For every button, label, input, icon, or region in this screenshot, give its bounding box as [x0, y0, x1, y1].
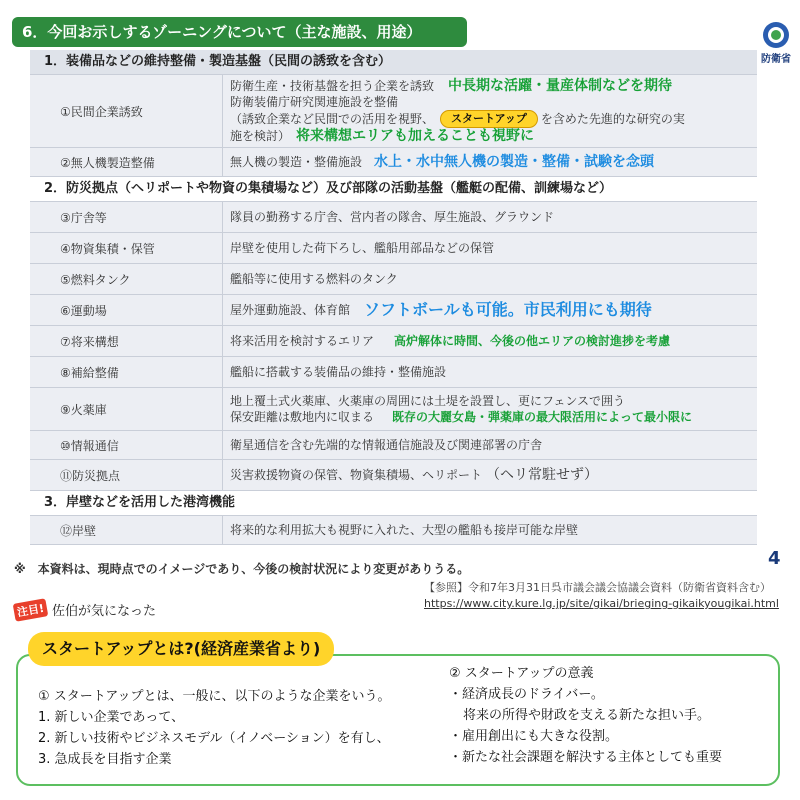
definition-line: 2. 新しい技術やビジネスモデル（イノベーション）を有し、: [38, 731, 390, 746]
row-label: ⑥運動場: [60, 303, 107, 318]
table-row: [30, 431, 757, 460]
desc-text: 地上覆土式火薬庫、火薬庫の周囲には土堤を設置し、更にフェンスで囲う: [230, 394, 626, 408]
desc-text: 無人機の製造・整備施設: [230, 155, 363, 169]
desc-text: 災害救援物資の保管、物資集積場、ヘリポート: [230, 468, 483, 482]
desc-text: 防衛生産・技術基盤を担う企業を誘致: [230, 79, 435, 93]
mod-logo: [754, 20, 798, 70]
desc-text: 艦船等に使用する燃料のタンク: [230, 272, 398, 286]
row-description: [222, 75, 757, 147]
row-label: ⑨火薬庫: [60, 402, 107, 417]
row-description: [222, 460, 757, 490]
row-label: ⑫岸壁: [60, 523, 97, 538]
startup-box-title: スタートアップとは?(経済産業省より): [28, 632, 334, 666]
desc-text: 艦船に搭載する装備品の維持・整備施設: [230, 365, 447, 379]
desc-text: 岸壁を使用した荷下ろし、艦船用部品などの保管: [230, 241, 495, 255]
highlight-note: 中長期な活躍・量産体制などを期待: [448, 78, 673, 94]
highlight-note: 高炉解体に時間、今後の他エリアの検討進捗を考慮: [394, 334, 671, 348]
row-label: ⑩情報通信: [60, 438, 119, 453]
row-description: [222, 295, 757, 325]
desc-text: 隊員の勤務する庁舎、営内者の隊舎、厚生施設、グラウンド: [230, 210, 555, 224]
significance-line: 将来の所得や財政を支える新たな担い手。: [463, 708, 711, 723]
attention-text: 佐伯が気になった: [52, 604, 157, 619]
section-heading-3: 3．岸壁などを活用した港湾機能: [30, 491, 757, 516]
footnote: ※ 本資料は、現時点でのイメージであり、今後の検討状況により変更がありうる。: [14, 562, 470, 576]
row-description: [222, 431, 757, 459]
definition-line: 1. 新しい企業であって、: [38, 710, 185, 725]
row-description: [222, 202, 757, 232]
reference-text: 【参照】令和7年3月31日呉市議会議会協議会資料（防衛省資料含む）: [424, 581, 771, 594]
table-row: [30, 264, 757, 295]
row-description: [222, 233, 757, 263]
row-label: ③庁舎等: [60, 210, 107, 225]
reference: [424, 580, 779, 612]
row-description: [222, 516, 757, 544]
desc-text: 衛星通信を含む先端的な情報通信施設及び関連部署の庁舎: [230, 438, 543, 452]
table-row: [30, 202, 757, 233]
startup-significance: [449, 663, 722, 768]
attention-badge: 注目!: [13, 598, 49, 621]
logo-label: 防衛省: [761, 54, 791, 65]
attention-note: [14, 600, 156, 619]
table-row: [30, 75, 757, 148]
significance-line: ・経済成長のドライバー。: [449, 687, 604, 702]
row-label: ⑤燃料タンク: [60, 272, 131, 287]
startup-pill: スタートアップ: [440, 110, 538, 128]
table-row: [30, 148, 757, 177]
desc-text: 施を検討）: [230, 129, 291, 143]
row-description: [222, 264, 757, 294]
row-description: [222, 388, 757, 430]
desc-text: 将来活用を検討するエリア: [230, 334, 375, 348]
highlight-note: 水上・水中無人機の製造・整備・試験を念頭: [374, 154, 655, 170]
desc-text: （ヘリ常駐せず）: [486, 467, 599, 483]
significance-heading: ② スタートアップの意義: [449, 666, 594, 681]
table-row: [30, 460, 757, 491]
table-row: [30, 326, 757, 357]
highlight-note: ソフトボールも可能。市民利用にも期待: [364, 300, 652, 319]
highlight-note: 既存の大麗女島・弾薬庫の最大限活用によって最小限に: [392, 410, 693, 424]
table-row: [30, 233, 757, 264]
row-description: [222, 148, 757, 176]
zoning-table: [30, 50, 757, 545]
significance-line: ・雇用創出にも大きな役割。: [449, 729, 619, 744]
significance-line: ・新たな社会課題を解決する主体としても重要: [449, 750, 723, 765]
row-label: ①民間企業誘致: [60, 104, 143, 119]
row-label: ④物資集積・保管: [60, 241, 155, 256]
definition-line: ① スタートアップとは、一般に、以下のような企業をいう。: [38, 689, 391, 704]
desc-text: 防衛装備庁研究関連施設を整備: [230, 95, 399, 109]
desc-text: （誘致企業など民間での活用を視野、: [230, 112, 435, 126]
table-row: [30, 516, 757, 545]
row-label: ⑪防災拠点: [60, 468, 121, 483]
highlight-note: 将来構想エリアも加えることも視野に: [296, 128, 535, 144]
desc-text: 屋外運動施設、体育館: [230, 303, 351, 317]
table-row: [30, 388, 757, 431]
definition-line: 3. 急成長を目指す企業: [38, 752, 172, 767]
table-row: [30, 295, 757, 326]
row-description: [222, 326, 757, 356]
table-row: [30, 357, 757, 388]
startup-definition: [38, 686, 391, 770]
section-heading-1: 1．装備品などの維持整備・製造基盤（民間の誘致を含む）: [30, 50, 757, 75]
section-heading-2: 2．防災拠点（ヘリポートや物資の集積場など）及び部隊の活動基盤（艦艇の配備、訓練場など）: [30, 177, 757, 202]
desc-text: 将来的な利用拡大も視野に入れた、大型の艦船も接岸可能な岸壁: [230, 523, 579, 537]
section-banner: 6．今回お示しするゾーニングについて（主な施設、用途）: [12, 17, 467, 47]
row-label: ②無人機製造整備: [60, 155, 155, 170]
row-label: ⑦将来構想: [60, 334, 119, 349]
row-label: ⑧補給整備: [60, 365, 119, 380]
reference-link[interactable]: https://www.city.kure.lg.jp/site/gikai/brieging-gikaikyougikai.html: [424, 597, 779, 610]
page-number: 4: [768, 548, 781, 569]
desc-text: を含めた先進的な研究の実: [540, 112, 685, 126]
desc-text: 保安距離は敷地内に収まる: [230, 410, 375, 424]
row-description: [222, 357, 757, 387]
mod-emblem-icon: [761, 20, 791, 50]
